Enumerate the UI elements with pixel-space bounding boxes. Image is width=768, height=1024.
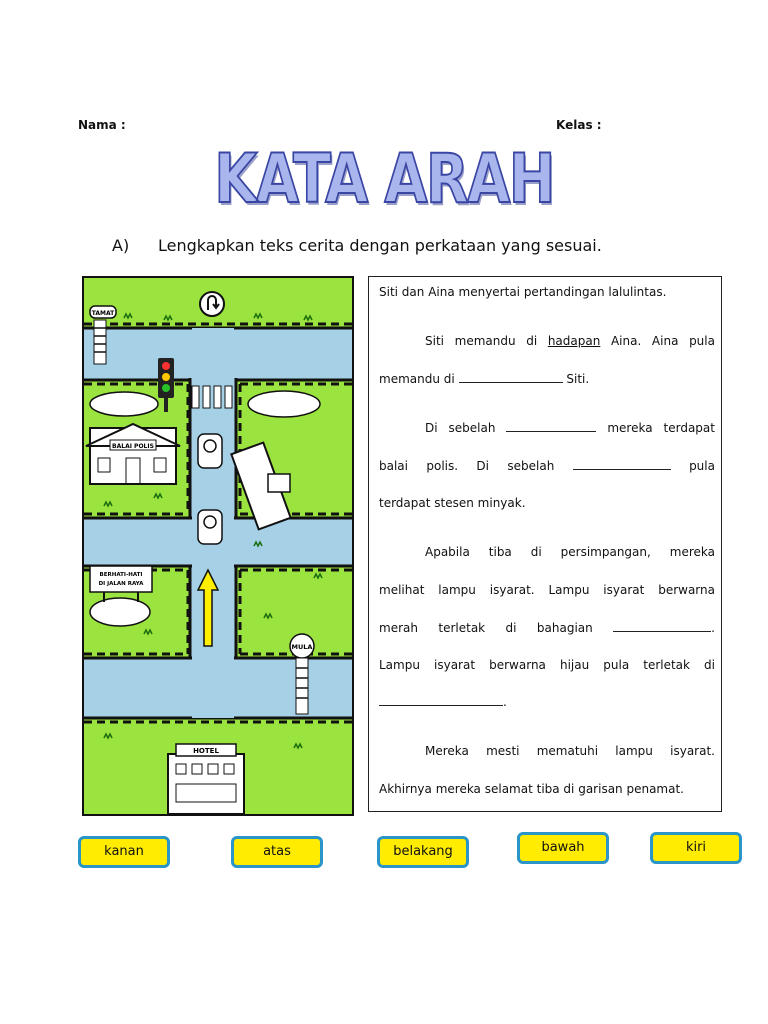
finish-sign-label: TAMAT <box>91 310 115 317</box>
story-line-3 <box>379 372 715 386</box>
answer-option-kiri[interactable]: kiri <box>650 832 742 864</box>
story-text: Di sebelah <box>425 421 496 435</box>
caution-sign-line1: BERHATI-HATI <box>99 572 143 578</box>
story-line-7: Apabila tiba di persimpangan, mereka <box>425 545 715 559</box>
story-text-box <box>368 276 722 812</box>
police-station-label: BALAI POLIS <box>112 443 154 450</box>
story-line-6: terdapat stesen minyak. <box>379 496 526 510</box>
story-text: memandu di <box>379 372 455 386</box>
answer-blank-4[interactable] <box>613 621 711 632</box>
instruction-text: Lengkapkan teks cerita dengan perkataan yang sesuai. <box>158 236 602 255</box>
story-line-2 <box>425 334 715 348</box>
answer-option-belakang[interactable]: belakang <box>377 836 469 868</box>
class-label: Kelas : <box>556 118 602 132</box>
answer-blank-1[interactable] <box>459 372 563 383</box>
story-text: . <box>711 621 715 635</box>
caution-sign-line2: DI JALAN RAYA <box>98 581 144 587</box>
story-text: Aina. Aina pula <box>610 334 715 348</box>
hotel-label: HOTEL <box>193 747 219 755</box>
hotel-building <box>168 744 244 814</box>
story-line-1: Siti dan Aina menyertai pertandingan lalulintas. <box>379 285 667 299</box>
story-text: . <box>503 695 507 709</box>
story-text: balai polis. Di sebelah <box>379 459 555 473</box>
story-text: Siti. <box>566 372 590 386</box>
story-text: merah terletak di bahagian <box>379 621 593 635</box>
story-line-4 <box>425 421 715 435</box>
story-line-13: Akhirnya mereka selamat tiba di garisan penamat. <box>379 782 684 796</box>
worksheet-title: KATA ARAH <box>214 140 554 219</box>
police-station-building <box>86 424 180 484</box>
story-text: Siti memandu di <box>425 334 538 348</box>
question-number: A) <box>112 236 130 255</box>
story-line-10: Lampu isyarat berwarna hijau pula terletak di <box>379 658 715 672</box>
story-line-9 <box>379 621 715 635</box>
name-label: Nama : <box>78 118 126 132</box>
answer-blank-3[interactable] <box>573 459 671 470</box>
answer-option-kanan[interactable]: kanan <box>78 836 170 868</box>
example-answer: hadapan <box>547 334 601 348</box>
story-text: pula <box>689 459 715 473</box>
answer-blank-5[interactable] <box>379 695 503 706</box>
answer-blank-2[interactable] <box>506 421 596 432</box>
story-line-8: melihat lampu isyarat. Lampu isyarat berwarna <box>379 583 715 597</box>
story-line-11 <box>379 695 715 709</box>
story-text: mereka terdapat <box>607 421 715 435</box>
story-line-12: Mereka mesti mematuhi lampu isyarat. <box>425 744 715 758</box>
u-turn-sign-icon <box>200 292 224 316</box>
start-sign-label: MULA <box>291 643 313 651</box>
map-illustration <box>82 276 354 816</box>
instruction <box>112 236 602 255</box>
answer-option-bawah[interactable]: bawah <box>517 832 609 864</box>
answer-option-atas[interactable]: atas <box>231 836 323 868</box>
story-line-5 <box>379 459 715 473</box>
